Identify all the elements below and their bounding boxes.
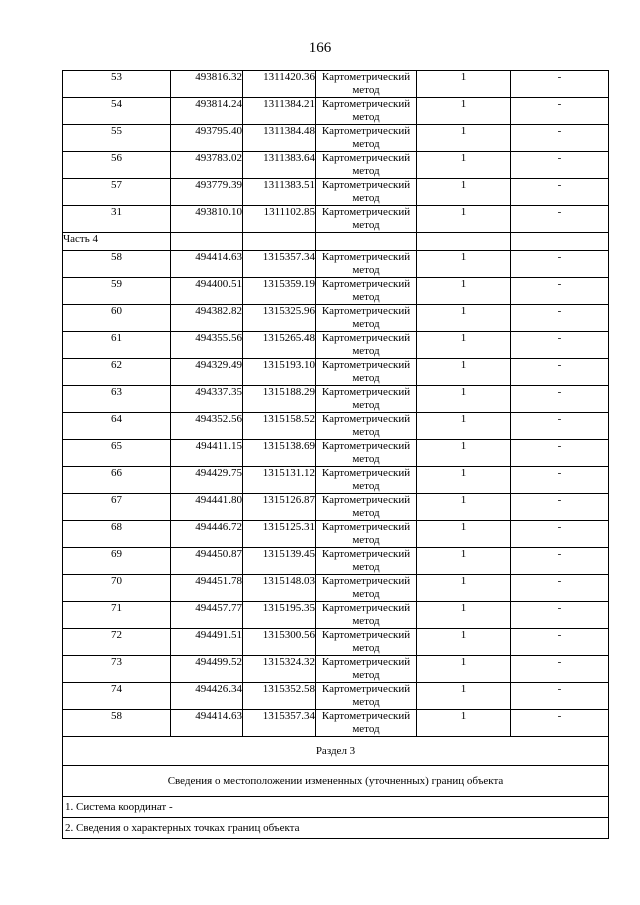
- section-title: Раздел 3: [63, 737, 609, 766]
- point-number: 71: [63, 602, 171, 629]
- section-title-row: [63, 737, 609, 766]
- table-row: [63, 629, 609, 656]
- determination-method: Картометрический метод: [316, 251, 417, 278]
- point-count: 1: [417, 332, 511, 359]
- boundary-points-text: 2. Сведения о характерных точках границ объекта: [63, 818, 609, 839]
- table-row: [63, 656, 609, 683]
- part-row: [63, 233, 609, 251]
- determination-method: Картометрический метод: [316, 413, 417, 440]
- table-row: [63, 494, 609, 521]
- coordinate-y: 1315148.03: [243, 575, 316, 602]
- point-number: 74: [63, 683, 171, 710]
- determination-method: Картометрический метод: [316, 305, 417, 332]
- point-number: 55: [63, 125, 171, 152]
- part-label: Часть 4: [63, 233, 171, 251]
- coordinate-y: 1315300.56: [243, 629, 316, 656]
- point-note: -: [511, 332, 609, 359]
- coordinate-system-text: 1. Система координат -: [63, 797, 609, 818]
- point-number: 65: [63, 440, 171, 467]
- point-note: -: [511, 413, 609, 440]
- point-count: 1: [417, 710, 511, 737]
- table-row: [63, 71, 609, 98]
- point-note: -: [511, 98, 609, 125]
- point-count: 1: [417, 386, 511, 413]
- table-row: [63, 602, 609, 629]
- coordinate-x: 494355.56: [171, 332, 243, 359]
- table-row: [63, 683, 609, 710]
- point-note: -: [511, 467, 609, 494]
- point-count: 1: [417, 440, 511, 467]
- point-note: -: [511, 206, 609, 233]
- point-note: -: [511, 575, 609, 602]
- point-count: 1: [417, 206, 511, 233]
- determination-method: Картометрический метод: [316, 386, 417, 413]
- table-row: [63, 440, 609, 467]
- table-row: [63, 467, 609, 494]
- point-number: 58: [63, 251, 171, 278]
- table-row: [63, 332, 609, 359]
- coordinate-x: 494499.52: [171, 656, 243, 683]
- table-row: [63, 152, 609, 179]
- point-count: 1: [417, 656, 511, 683]
- coordinate-x: 494426.34: [171, 683, 243, 710]
- point-number: 59: [63, 278, 171, 305]
- coordinate-y: 1315357.34: [243, 710, 316, 737]
- point-count: 1: [417, 305, 511, 332]
- coordinate-x: 494429.75: [171, 467, 243, 494]
- point-count: 1: [417, 413, 511, 440]
- determination-method: Картометрический метод: [316, 440, 417, 467]
- coordinate-y: 1311383.51: [243, 179, 316, 206]
- coordinate-y: 1311384.21: [243, 98, 316, 125]
- point-note: -: [511, 179, 609, 206]
- point-number: 72: [63, 629, 171, 656]
- table-row: [63, 386, 609, 413]
- point-count: 1: [417, 575, 511, 602]
- point-count: 1: [417, 359, 511, 386]
- section-subtitle-row: [63, 766, 609, 797]
- table-row: [63, 206, 609, 233]
- point-note: -: [511, 683, 609, 710]
- point-count: 1: [417, 521, 511, 548]
- point-count: 1: [417, 602, 511, 629]
- coordinate-x: 493814.24: [171, 98, 243, 125]
- determination-method: Картометрический метод: [316, 602, 417, 629]
- coordinate-system-row: [63, 797, 609, 818]
- table-row: [63, 521, 609, 548]
- coordinate-y: 1315125.31: [243, 521, 316, 548]
- point-note: -: [511, 305, 609, 332]
- point-number: 68: [63, 521, 171, 548]
- determination-method: Картометрический метод: [316, 656, 417, 683]
- point-number: 57: [63, 179, 171, 206]
- point-count: 1: [417, 71, 511, 98]
- point-note: -: [511, 521, 609, 548]
- point-number: 73: [63, 656, 171, 683]
- coordinate-x: 494491.51: [171, 629, 243, 656]
- coordinate-y: 1315193.10: [243, 359, 316, 386]
- coordinate-y: 1315324.32: [243, 656, 316, 683]
- coordinate-y: 1315131.12: [243, 467, 316, 494]
- coordinate-y: 1311384.48: [243, 125, 316, 152]
- coordinate-x: 494411.15: [171, 440, 243, 467]
- point-count: 1: [417, 278, 511, 305]
- coordinate-x: 493810.10: [171, 206, 243, 233]
- determination-method: Картометрический метод: [316, 71, 417, 98]
- coordinate-y: 1315195.35: [243, 602, 316, 629]
- coordinate-x: 494400.51: [171, 278, 243, 305]
- point-count: 1: [417, 467, 511, 494]
- coordinates-table: [62, 70, 609, 839]
- point-number: 31: [63, 206, 171, 233]
- coordinate-y: 1311102.85: [243, 206, 316, 233]
- table-row: [63, 710, 609, 737]
- determination-method: Картометрический метод: [316, 278, 417, 305]
- coordinate-y: 1311383.64: [243, 152, 316, 179]
- section-subtitle: Сведения о местоположении измененных (уточненных) границ объекта: [63, 766, 609, 797]
- table-body-part-4: [63, 251, 609, 737]
- coordinate-x: 493795.40: [171, 125, 243, 152]
- point-note: -: [511, 710, 609, 737]
- point-note: -: [511, 629, 609, 656]
- point-count: 1: [417, 251, 511, 278]
- coordinate-y: 1315357.34: [243, 251, 316, 278]
- point-note: -: [511, 278, 609, 305]
- point-note: -: [511, 152, 609, 179]
- point-count: 1: [417, 98, 511, 125]
- point-note: -: [511, 71, 609, 98]
- point-number: 63: [63, 386, 171, 413]
- determination-method: Картометрический метод: [316, 332, 417, 359]
- point-count: 1: [417, 125, 511, 152]
- determination-method: Картометрический метод: [316, 575, 417, 602]
- point-note: -: [511, 359, 609, 386]
- boundary-points-row: [63, 818, 609, 839]
- coordinate-x: 493783.02: [171, 152, 243, 179]
- point-note: -: [511, 125, 609, 152]
- table-row: [63, 125, 609, 152]
- coordinate-x: 494414.63: [171, 710, 243, 737]
- determination-method: Картометрический метод: [316, 206, 417, 233]
- coordinate-x: 494450.87: [171, 548, 243, 575]
- table-row: [63, 359, 609, 386]
- point-note: -: [511, 494, 609, 521]
- table-row: [63, 305, 609, 332]
- determination-method: Картометрический метод: [316, 710, 417, 737]
- coordinate-y: 1315139.45: [243, 548, 316, 575]
- point-count: 1: [417, 494, 511, 521]
- point-note: -: [511, 548, 609, 575]
- determination-method: Картометрический метод: [316, 125, 417, 152]
- point-number: 56: [63, 152, 171, 179]
- coordinate-y: 1315265.48: [243, 332, 316, 359]
- coordinate-y: 1315359.19: [243, 278, 316, 305]
- point-count: 1: [417, 629, 511, 656]
- point-number: 53: [63, 71, 171, 98]
- coordinate-x: 494382.82: [171, 305, 243, 332]
- coordinate-x: 494352.56: [171, 413, 243, 440]
- point-note: -: [511, 602, 609, 629]
- determination-method: Картометрический метод: [316, 152, 417, 179]
- determination-method: Картометрический метод: [316, 98, 417, 125]
- coordinate-x: 494441.80: [171, 494, 243, 521]
- point-number: 69: [63, 548, 171, 575]
- point-count: 1: [417, 179, 511, 206]
- coordinate-y: 1315126.87: [243, 494, 316, 521]
- coordinate-x: 494414.63: [171, 251, 243, 278]
- table-row: [63, 179, 609, 206]
- table-row: [63, 548, 609, 575]
- coordinate-x: 494329.49: [171, 359, 243, 386]
- determination-method: Картометрический метод: [316, 494, 417, 521]
- coordinate-y: 1315325.96: [243, 305, 316, 332]
- table-row: [63, 98, 609, 125]
- coordinate-y: 1315352.58: [243, 683, 316, 710]
- table-part-header: [63, 233, 609, 251]
- point-count: 1: [417, 548, 511, 575]
- determination-method: Картометрический метод: [316, 629, 417, 656]
- determination-method: Картометрический метод: [316, 548, 417, 575]
- table-row: [63, 251, 609, 278]
- point-number: 61: [63, 332, 171, 359]
- point-number: 70: [63, 575, 171, 602]
- section-footer: [63, 737, 609, 839]
- coordinate-y: 1315138.69: [243, 440, 316, 467]
- coordinate-x: 494451.78: [171, 575, 243, 602]
- table-body-part-3: [63, 71, 609, 233]
- coordinate-x: 494457.77: [171, 602, 243, 629]
- point-number: 64: [63, 413, 171, 440]
- determination-method: Картометрический метод: [316, 467, 417, 494]
- page-number: 166: [308, 40, 332, 56]
- point-number: 66: [63, 467, 171, 494]
- determination-method: Картометрический метод: [316, 683, 417, 710]
- point-count: 1: [417, 683, 511, 710]
- point-note: -: [511, 656, 609, 683]
- coordinate-x: 494337.35: [171, 386, 243, 413]
- coordinate-y: 1311420.36: [243, 71, 316, 98]
- point-note: -: [511, 386, 609, 413]
- coordinate-y: 1315158.52: [243, 413, 316, 440]
- point-number: 54: [63, 98, 171, 125]
- point-note: -: [511, 251, 609, 278]
- coordinate-x: 493816.32: [171, 71, 243, 98]
- coordinate-x: 494446.72: [171, 521, 243, 548]
- point-number: 58: [63, 710, 171, 737]
- point-number: 67: [63, 494, 171, 521]
- point-number: 60: [63, 305, 171, 332]
- point-number: 62: [63, 359, 171, 386]
- table-row: [63, 575, 609, 602]
- point-count: 1: [417, 152, 511, 179]
- determination-method: Картометрический метод: [316, 179, 417, 206]
- point-note: -: [511, 440, 609, 467]
- determination-method: Картометрический метод: [316, 359, 417, 386]
- coordinate-x: 493779.39: [171, 179, 243, 206]
- table-row: [63, 413, 609, 440]
- determination-method: Картометрический метод: [316, 521, 417, 548]
- coordinate-y: 1315188.29: [243, 386, 316, 413]
- table-row: [63, 278, 609, 305]
